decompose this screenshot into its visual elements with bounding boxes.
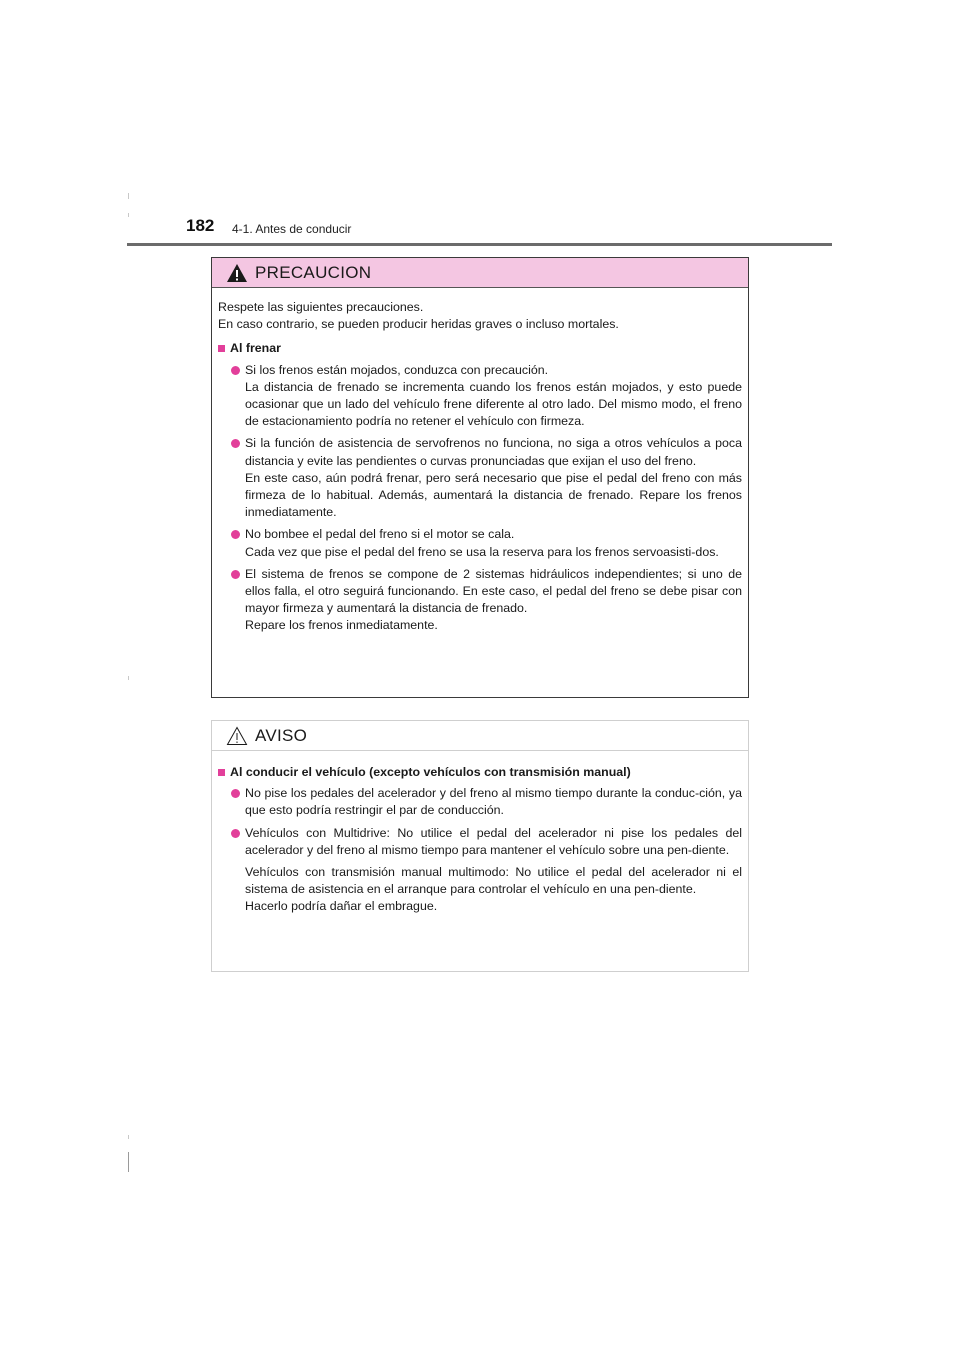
crop-mark-middle-left (128, 676, 129, 680)
dot-bullet-icon (231, 570, 240, 579)
notice-heading-text: Al conducir el vehículo (excepto vehículos con transmisión manual) (230, 765, 631, 779)
warning-item-text: No bombee el pedal del freno si el motor se cala. Cada vez que pise el pedal del freno se usa la reserva para los frenos servoasisti-dos. (245, 527, 719, 559)
warning-item-4 (218, 566, 742, 635)
notice-item-2 (218, 825, 742, 859)
notice-box-body (212, 751, 748, 916)
crop-mark-top (128, 193, 129, 199)
warning-box (211, 257, 749, 698)
warning-heading (218, 340, 742, 357)
warning-intro-line-2: En caso contrario, se pueden producir heridas graves o incluso mortales. (218, 317, 619, 332)
square-bullet-icon (218, 769, 225, 776)
dot-bullet-icon (231, 829, 240, 838)
warning-box-body (212, 288, 748, 635)
header-rule (127, 243, 832, 246)
warning-item-2 (218, 435, 742, 521)
dot-bullet-icon (231, 789, 240, 798)
section-title: 4-1. Antes de conducir (232, 222, 352, 236)
warning-heading-text: Al frenar (230, 341, 281, 356)
crop-mark-bottom-left (128, 1152, 129, 1172)
notice-box-header (212, 721, 748, 751)
notice-box-title: AVISO (255, 725, 308, 745)
dot-bullet-icon (231, 530, 240, 539)
warning-triangle-icon (226, 263, 248, 283)
warning-item-text: El sistema de frenos se compone de 2 sistemas hidráulicos independientes; si uno de ellos falla, el otro seguirá funcionando. En este caso, el pedal del freno se debe pisar con mayor firmeza y aumentará la distancia de frenado. Repare los frenos inmediatamente. (245, 566, 742, 633)
notice-item-text: Vehículos con Multidrive: No utilice el pedal del acelerador ni pise los pedales del acelerador y del freno al mismo tiempo para mantener el vehículo sobre una pen-diente. (245, 825, 742, 857)
page-number: 182 (186, 216, 215, 235)
warning-item-text: Si los frenos están mojados, conduzca con precaución. La distancia de frenado se incrementa cuando los frenos están mojados, y esto puede ocasionar que un lado del vehículo frene diferente al otro lado. Del mismo modo, el freno de estacionamiento podría no retener el vehículo con firmeza. (245, 362, 742, 429)
dot-bullet-icon (231, 366, 240, 375)
crop-mark-lower-left (128, 1135, 129, 1139)
crop-mark-upper-left (128, 213, 129, 217)
notice-heading (218, 764, 742, 781)
warning-box-header (212, 258, 748, 288)
warning-item-text: Si la función de asistencia de servofrenos no funciona, no siga a otros vehículos a poca distancia y evite las pendientes o curvas pronunciadas que exijan el uso del freno. En este caso, aún podrá frenar, pero será necesario que pise el pedal del freno con más firmeza de lo habitual. Además, aumentará la distancia de frenado. Repare los frenos inmediatamente. (245, 436, 742, 520)
warning-intro-line-1: Respete las siguientes precauciones. (218, 300, 424, 314)
notice-item-text: No pise los pedales del acelerador y del freno al mismo tiempo durante la conduc-ción, ya que esto podría restringir el par de conducción. (245, 786, 742, 818)
square-bullet-icon (218, 345, 225, 352)
notice-box (211, 720, 749, 972)
notice-item-1 (218, 785, 742, 819)
warning-box-title: PRECAUCION (255, 262, 372, 282)
caution-triangle-outline-icon (226, 726, 248, 746)
dot-bullet-icon (231, 439, 240, 448)
warning-item-1 (218, 362, 742, 431)
warning-item-3 (218, 526, 742, 560)
notice-continuation: Vehículos con transmisión manual multimodo: No utilice el pedal del acelerador ni el sistema de asistencia en el arranque para controlar el vehículo en una pen-diente. Hacerlo podría dañar el embrague. (245, 865, 742, 914)
